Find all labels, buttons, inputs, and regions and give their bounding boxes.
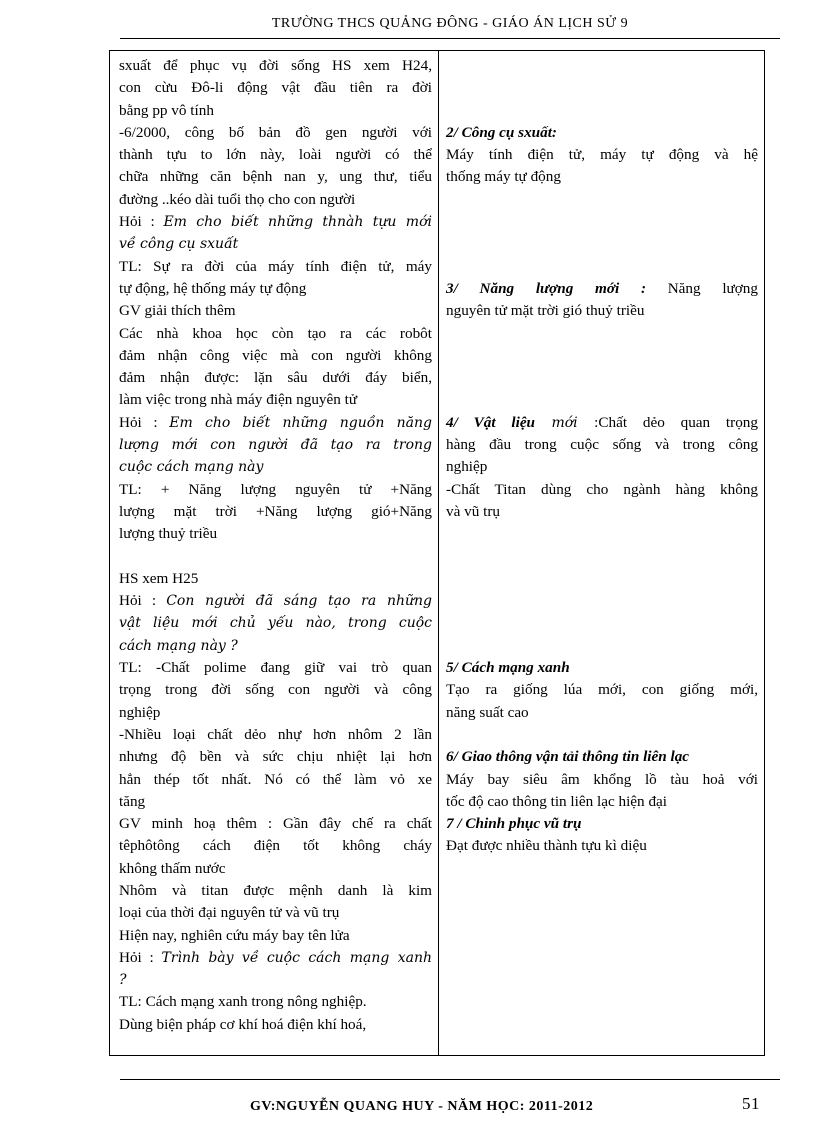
header-title: TRƯỜNG THCS QUẢNG ĐÔNG - GIÁO ÁN LỊCH SỬ 9 <box>271 16 629 31</box>
question-line <box>119 590 432 612</box>
text-line <box>119 278 432 300</box>
plain-text: Các nhà khoa học còn tạo ra các robôt <box>119 324 432 342</box>
text-line <box>119 345 432 367</box>
plain-text: lượng thuỷ triều <box>119 525 218 543</box>
heading-continuation: :Chất dẻo quan trọng <box>594 413 758 431</box>
section-heading-line <box>446 278 758 300</box>
question-line <box>119 211 432 233</box>
plain-text: chữa những căn bệnh nan y, ung thư, tiểu <box>119 168 432 186</box>
text-line <box>119 479 432 501</box>
plain-text: GV minh hoạ thêm : Gần đây chế ra chất <box>119 815 432 833</box>
lesson-table <box>109 50 765 1056</box>
question-text: Em cho biết những nguồn năng <box>169 414 432 431</box>
heading-continuation: Năng lượng <box>646 280 758 297</box>
plain-text: Nhôm và titan được mệnh danh là kim <box>119 881 432 899</box>
section-text-line: nghiệp <box>446 458 488 476</box>
question-text: vật liệu mới chủ yếu nào, trong cuộc <box>119 615 432 632</box>
question-line <box>119 412 432 434</box>
text-line <box>119 702 432 724</box>
plain-text: loại của thời đại nguyên tử và vũ trụ <box>119 904 340 922</box>
text-line <box>119 679 432 701</box>
text-line <box>119 925 432 947</box>
section-text-line: nguyên tử mặt trời gió thuỷ triều <box>446 302 645 320</box>
content-section <box>446 746 758 813</box>
plain-text: Dùng biện pháp cơ khí hoá điện khí hoá, <box>119 1015 367 1033</box>
text-line <box>119 746 432 768</box>
question-line <box>119 233 432 255</box>
text-line <box>119 389 432 411</box>
plain-text: bằng pp vô tính <box>119 101 214 119</box>
footer-rule <box>120 1079 780 1080</box>
question-text: Em cho biết những thnàh tựu mới <box>163 214 432 231</box>
text-line <box>119 144 432 166</box>
page-footer <box>200 1094 780 1118</box>
question-line <box>119 947 432 969</box>
plain-text: không thấm nước <box>119 859 226 877</box>
plain-text: tăng <box>119 792 146 810</box>
footer-text: GV:NGUYỄN QUANG HUY - NĂM HỌC: 2011-2012 <box>250 1099 594 1114</box>
plain-text: hẳn thép tốt nhất. Nó có thể làm vỏ xe <box>119 770 432 788</box>
plain-text: Hỏi : <box>119 592 167 610</box>
question-text: Trình bày về cuộc cách mạng xanh <box>161 949 432 966</box>
content-section <box>446 278 758 323</box>
section-text-line: Máy tính điện tử, máy tự động và hệ <box>446 146 758 164</box>
section-text-line: và vũ trụ <box>446 502 500 520</box>
section-text-line: Máy bay siêu âm khổng lồ tàu hoả với <box>446 770 758 788</box>
plain-text: đảm nhận công việc mà con người không <box>119 346 432 364</box>
section-heading: 4/ Vật liệu <box>446 413 536 431</box>
text-line <box>119 367 432 389</box>
section-text-line: -Chất Titan dùng cho ngành hàng không <box>446 480 758 498</box>
section-heading: 6/ Giao thông vận tải thông tin liên lạc <box>446 748 690 766</box>
text-line <box>119 501 432 523</box>
text-line <box>119 1014 432 1036</box>
question-text: về công cụ sxuất <box>119 236 239 253</box>
text-line <box>119 122 432 144</box>
plain-text: lượng mặt trời +Năng lượng gió+Năng <box>119 502 432 520</box>
section-text-line: hàng đầu trong cuộc sống và trong công <box>446 436 758 454</box>
blank-line <box>119 546 432 568</box>
text-line <box>119 256 432 278</box>
main-content-column <box>439 51 764 1055</box>
section-heading-line <box>446 746 758 768</box>
plain-text: Hiện nay, nghiên cứu máy bay tên lửa <box>119 926 350 944</box>
question-line <box>119 434 432 456</box>
content-section <box>446 412 758 523</box>
section-heading-line <box>446 813 758 835</box>
plain-text: Hỏi : <box>119 948 162 966</box>
section-heading: 7 / Chinh phục vũ trụ <box>446 815 582 833</box>
page-header <box>120 10 780 39</box>
question-line <box>119 635 432 657</box>
section-text-line: Đạt được nhiều thành tựu kì diệu <box>446 837 647 855</box>
question-text: cách mạng này ? <box>119 637 238 654</box>
page-number: 51 <box>742 1094 760 1113</box>
plain-text: nhưng độ bền và sức chịu nhiệt lại hơn <box>119 748 432 766</box>
teacher-student-activities-column <box>110 51 439 1055</box>
plain-text: trọng trong đời sống con người và công <box>119 681 432 699</box>
text-line <box>119 880 432 902</box>
plain-text: GV giải thích thêm <box>119 302 236 320</box>
text-line <box>119 300 432 322</box>
plain-text: TL: -Chất polime đang giữ vai trò quan <box>119 659 432 677</box>
heading-italic: mới <box>535 414 595 431</box>
section-text-line: thống máy tự động <box>446 168 561 186</box>
plain-text: đảm nhận được: lặn sâu dưới đáy biển, <box>119 369 432 387</box>
section-heading: 2/ Công cụ sxuất: <box>446 123 557 141</box>
text-line <box>119 55 432 77</box>
plain-text: TL: Sự ra đời của máy tính điện tử, máy <box>119 257 432 275</box>
plain-text: sxuất để phục vụ đời sống HS xem H24, <box>119 57 432 74</box>
section-heading: 5/ Cách mạng xanh <box>446 659 570 677</box>
text-line <box>119 323 432 345</box>
section-heading-line <box>446 122 758 144</box>
plain-text: thành tựu to lớn này, loài người có thể <box>119 146 432 164</box>
section-heading: 3/ Năng lượng mới : <box>446 280 646 297</box>
plain-text: nghiệp <box>119 703 161 721</box>
text-line <box>119 657 432 679</box>
text-line <box>119 769 432 791</box>
text-line <box>119 791 432 813</box>
plain-text: tự động, hệ thống máy tự động <box>119 279 307 297</box>
question-line <box>119 969 432 991</box>
content-section <box>446 813 758 858</box>
text-line <box>119 166 432 188</box>
text-line <box>119 724 432 746</box>
question-text: lượng mới con người đã tạo ra trong <box>119 437 432 454</box>
text-line <box>119 991 432 1013</box>
plain-text: -6/2000, công bố bản đồ gen người với <box>119 123 432 141</box>
text-line <box>119 189 432 211</box>
plain-text: đường ..kéo dài tuổi thọ cho con người <box>119 190 356 208</box>
text-line <box>119 858 432 880</box>
plain-text: Hỏi : <box>119 213 164 231</box>
plain-text: TL: Cách mạng xanh trong nông nghiệp. <box>119 993 367 1011</box>
plain-text: làm việc trong nhà máy điện nguyên tử <box>119 391 358 409</box>
section-text-line: năng suất cao <box>446 703 529 721</box>
plain-text: têphôtông cách điện tốt không cháy <box>119 837 432 855</box>
section-heading-line <box>446 412 758 434</box>
plain-text: -Nhiều loại chất dẻo nhự hơn nhôm 2 lần <box>119 725 432 743</box>
section-heading-line <box>446 657 758 679</box>
plain-text: TL: + Năng lượng nguyên tử +Năng <box>119 480 432 498</box>
section-text-line: Tạo ra giống lúa mới, con giống mới, <box>446 681 758 699</box>
text-line <box>119 813 432 835</box>
section-text-line: tốc độ cao thông tin liên lạc hiện đại <box>446 792 667 810</box>
text-line <box>119 523 432 545</box>
plain-text: Hỏi : <box>119 413 170 431</box>
question-text: cuộc cách mạng này <box>119 459 264 476</box>
question-text: ? <box>119 972 127 989</box>
plain-text: HS xem H25 <box>119 569 199 587</box>
text-line <box>119 902 432 924</box>
text-line <box>119 568 432 590</box>
content-section <box>446 657 758 724</box>
text-line <box>119 100 432 122</box>
text-line <box>119 77 432 99</box>
content-section <box>446 122 758 189</box>
question-text: Con người đã sáng tạo ra những <box>166 593 432 610</box>
question-line <box>119 456 432 478</box>
question-line <box>119 612 432 634</box>
text-line <box>119 835 432 857</box>
plain-text: con cừu Đô-li động vật đầu tiên ra đời <box>119 79 432 97</box>
